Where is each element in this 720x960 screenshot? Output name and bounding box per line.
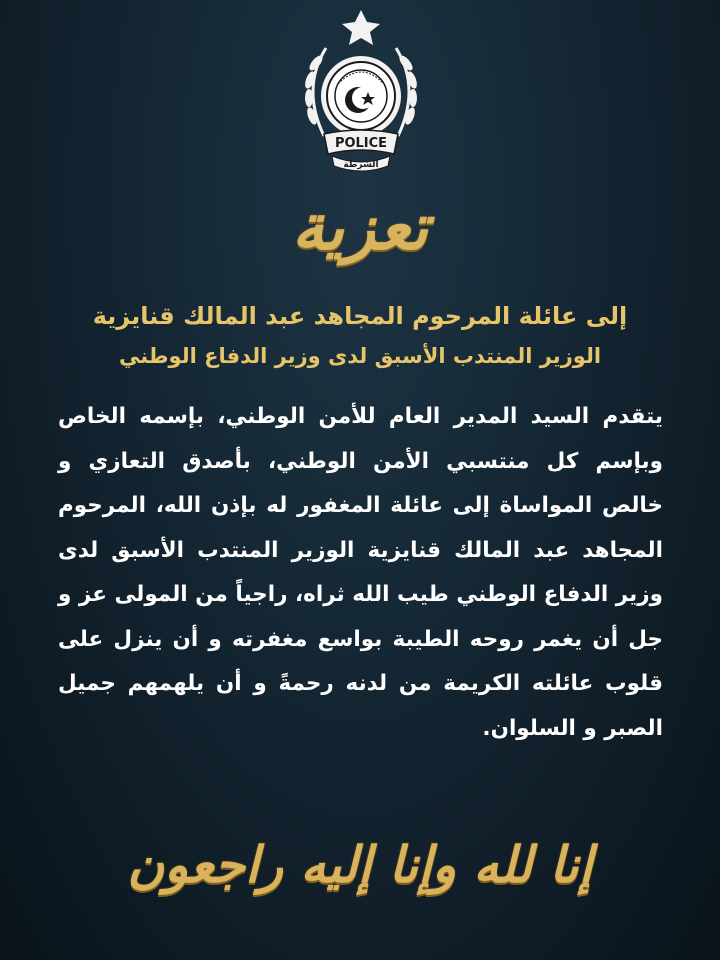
closing-verse: إنا لله وإنا إليه راجعون [127, 835, 593, 894]
condolence-message: يتقدم السيد المدير العام للأمن الوطني، بإسمه الخاص وبإسم كل منتسبي الأمن الوطني، بأصدق التعازي و خالص المواساة إلى عائلة المغفور له بإذن الله، المرحوم المجاهد عبد المالك قنايزية الوزير المنتدب الأسبق لدى وزير الدفاع الوطني طيب الله ثراه، راجياً من المولى عز و جل أن يغمر روحه الطيبة بواسع مغفرته و أن ينزل على قلوب عائلته الكريمة من لدنه رحمةً و أن يلهمهم جميل الصبر و السلوان. [58, 404, 663, 741]
recipient-subheading: الوزير المنتدب الأسبق لدى وزير الدفاع الوطني [118, 344, 602, 368]
emblem-arabic-label: الشرطة [343, 160, 379, 170]
condolence-title: تعزية [291, 190, 429, 265]
police-emblem-icon [296, 8, 426, 178]
recipient-heading: إلى عائلة المرحوم المجاهد عبد المالك قنايزية [92, 302, 628, 330]
emblem-police-label: POLICE [334, 136, 388, 151]
